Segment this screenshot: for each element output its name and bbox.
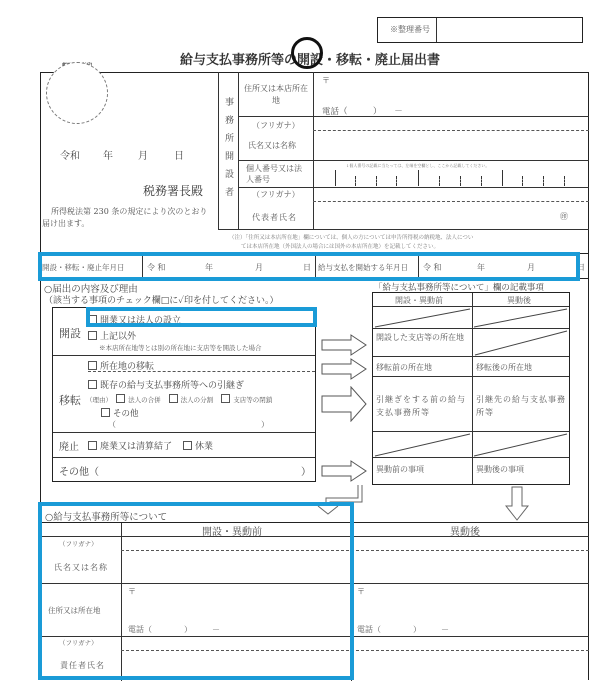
- furigana-input[interactable]: [315, 117, 587, 129]
- id-number-input[interactable]: [315, 168, 587, 186]
- footnote-line2: ては本店所在地（外国法人の場合には国外の本店所在地）を記載してください。: [241, 244, 440, 250]
- checkbox-transfer[interactable]: 既存の給与支払事務所等への引継ぎ: [88, 378, 244, 391]
- circle-mark: [291, 37, 323, 69]
- checkbox-kaigyo[interactable]: 開業又は法人の設立: [88, 313, 181, 326]
- checkbox-merger[interactable]: [116, 394, 125, 403]
- date-day: 日: [174, 151, 184, 162]
- id-number-label: 個人番号又は法人番号: [246, 164, 302, 184]
- arrow-down-icon: [505, 486, 529, 522]
- representative-label: 代表者氏名: [252, 213, 297, 222]
- manager-after-input[interactable]: [353, 638, 587, 680]
- reasons-table: [52, 307, 316, 482]
- checkbox-other-than-above[interactable]: 上記以外: [88, 329, 136, 342]
- establisher-address-field[interactable]: [315, 85, 587, 99]
- entry-before-relocation: 移転前の所在地: [376, 363, 432, 372]
- manager-furigana-label: （フリガナ）: [59, 639, 98, 647]
- postal-mark-after: 〒: [357, 587, 365, 596]
- arrow-right-icon: [321, 358, 367, 380]
- representative-furigana-input[interactable]: [315, 188, 587, 200]
- rep-furigana-label: （フリガナ）: [252, 190, 300, 199]
- phone-before[interactable]: 電話（ ） －: [128, 625, 220, 634]
- date-year: 年: [103, 151, 113, 162]
- office-name-after-input[interactable]: [353, 538, 587, 582]
- entries-heading: 「給与支払事務所等について」欄の記載事項: [374, 283, 544, 293]
- entry-before-transfer: 引継ぎをする前の給与支払事務所等: [376, 395, 466, 417]
- pay-start-date-label: 給与支払を開始する年月日: [318, 263, 408, 272]
- establisher-side-label: 事務所開設者: [223, 97, 233, 205]
- form-title: 給与支払事務所等の開設・移転・廃止届出書: [180, 49, 440, 68]
- checkbox-icon[interactable]: [101, 408, 110, 417]
- kaisetsu-label: 開設: [59, 327, 81, 340]
- entry-after-relocation: 移転後の所在地: [476, 363, 532, 372]
- statement: 所得税法第 230 条の規定により次のとおり届け出ます。: [42, 207, 208, 228]
- entry-transfer-destination: 引継先の給与支払事務所等: [476, 395, 566, 417]
- dates-row-highlight: [38, 252, 580, 281]
- reasons-heading: ○届出の内容及び理由: [44, 284, 138, 295]
- checkbox-icon[interactable]: [88, 380, 97, 389]
- checkbox-icon[interactable]: [88, 441, 97, 450]
- office-heading: ○給与支払事務所等について: [45, 512, 168, 523]
- entries-col-before: 開設・異動前: [395, 296, 443, 305]
- address-label: 住所又は本店所在地: [244, 84, 308, 105]
- phone-after[interactable]: 電話（ ） －: [357, 625, 449, 634]
- postal-mark: 〒: [322, 76, 330, 85]
- entry-before-change: 異動前の事項: [376, 465, 424, 474]
- haishi-label: 廃止: [59, 442, 79, 453]
- branch-note: ※本店所在地等とは別の所在地に支店等を開設した場合: [99, 344, 262, 352]
- date-era: 令和: [60, 151, 80, 162]
- arrow-right-icon: [321, 386, 367, 422]
- kaigyo-highlight: [86, 307, 317, 327]
- other-close: ）: [301, 467, 311, 478]
- office-col-after: 異動後: [450, 527, 480, 538]
- iten-label: 移転: [59, 394, 81, 407]
- pay-start-date-field[interactable]: 令 和 年 月 日: [423, 263, 585, 272]
- checkbox-suspension[interactable]: 休業: [183, 439, 213, 452]
- footnote-line1: （注）「住所又は本店所在地」欄については、個人の方については申告所得税の納税地、法人につい: [229, 235, 474, 241]
- checkbox-branch-close[interactable]: [221, 394, 230, 403]
- office-before-highlight: [38, 502, 354, 680]
- change-date-field[interactable]: 令 和 年 月 日: [147, 263, 311, 272]
- arrow-right-icon: [321, 334, 367, 356]
- stamp-circle: [46, 62, 108, 124]
- manager-label: 責任者氏名: [60, 661, 105, 670]
- entry-after-change: 異動後の事項: [476, 465, 524, 474]
- id-number-note: ↓個人番号の記載に当たっては、左端を空欄とし、ここから記載してください。: [346, 163, 490, 168]
- office-address-label: 住所又は所在地: [48, 606, 101, 615]
- reason-row: （理由） 法人の合併 法人の分割 支店等の閉鎖: [86, 396, 273, 404]
- other-input[interactable]: [113, 460, 293, 478]
- entries-col-after: 異動後: [507, 296, 531, 305]
- name-label: 氏名又は名称: [248, 141, 296, 150]
- checkbox-split[interactable]: [169, 394, 178, 403]
- entries-table: [372, 292, 570, 485]
- office-furigana-label: （フリガナ）: [59, 540, 98, 548]
- reasons-instruction: （該当する事項のチェック欄□に✓印を付してください。）: [44, 296, 279, 306]
- reference-number-field[interactable]: [437, 18, 582, 42]
- checkbox-closure[interactable]: 廃業又は清算結了: [88, 439, 172, 452]
- reference-number-label: ※整理番号: [390, 25, 430, 34]
- diagonal-slash: [373, 432, 569, 457]
- checkbox-icon[interactable]: [88, 331, 97, 340]
- office-col-before: 開設・異動前: [202, 527, 262, 538]
- arrow-right-icon: [321, 460, 367, 482]
- circled-kaisetsu: 開設: [297, 53, 324, 68]
- reference-number-box: [377, 17, 583, 43]
- other-label: その他（: [59, 467, 99, 478]
- change-date-label: 開設・移転・廃止年月日: [42, 263, 125, 272]
- name-input[interactable]: [315, 132, 587, 158]
- entry-branch-location: 開設した支店等の所在地: [376, 333, 464, 342]
- checkbox-relocation[interactable]: 所在地の移転: [88, 359, 154, 372]
- office-name-label: 氏名又は名称: [54, 563, 108, 572]
- addressee: 税務署長殿: [143, 184, 204, 198]
- checkbox-icon[interactable]: [183, 441, 192, 450]
- diagonal-slash: [373, 307, 569, 328]
- phone-field[interactable]: 電話（ ） －: [322, 107, 403, 117]
- representative-name-input[interactable]: [315, 203, 565, 227]
- diagonal-slash: [473, 329, 569, 356]
- checkbox-icon[interactable]: [88, 361, 97, 370]
- seal-mark: ㊞: [560, 212, 568, 221]
- date-month: 月: [138, 151, 148, 162]
- postal-mark-before: 〒: [128, 587, 136, 596]
- other-reason-input[interactable]: （ ）: [108, 420, 269, 429]
- checkbox-other-reason[interactable]: その他: [101, 407, 139, 419]
- furigana-label: （フリガナ）: [252, 121, 300, 130]
